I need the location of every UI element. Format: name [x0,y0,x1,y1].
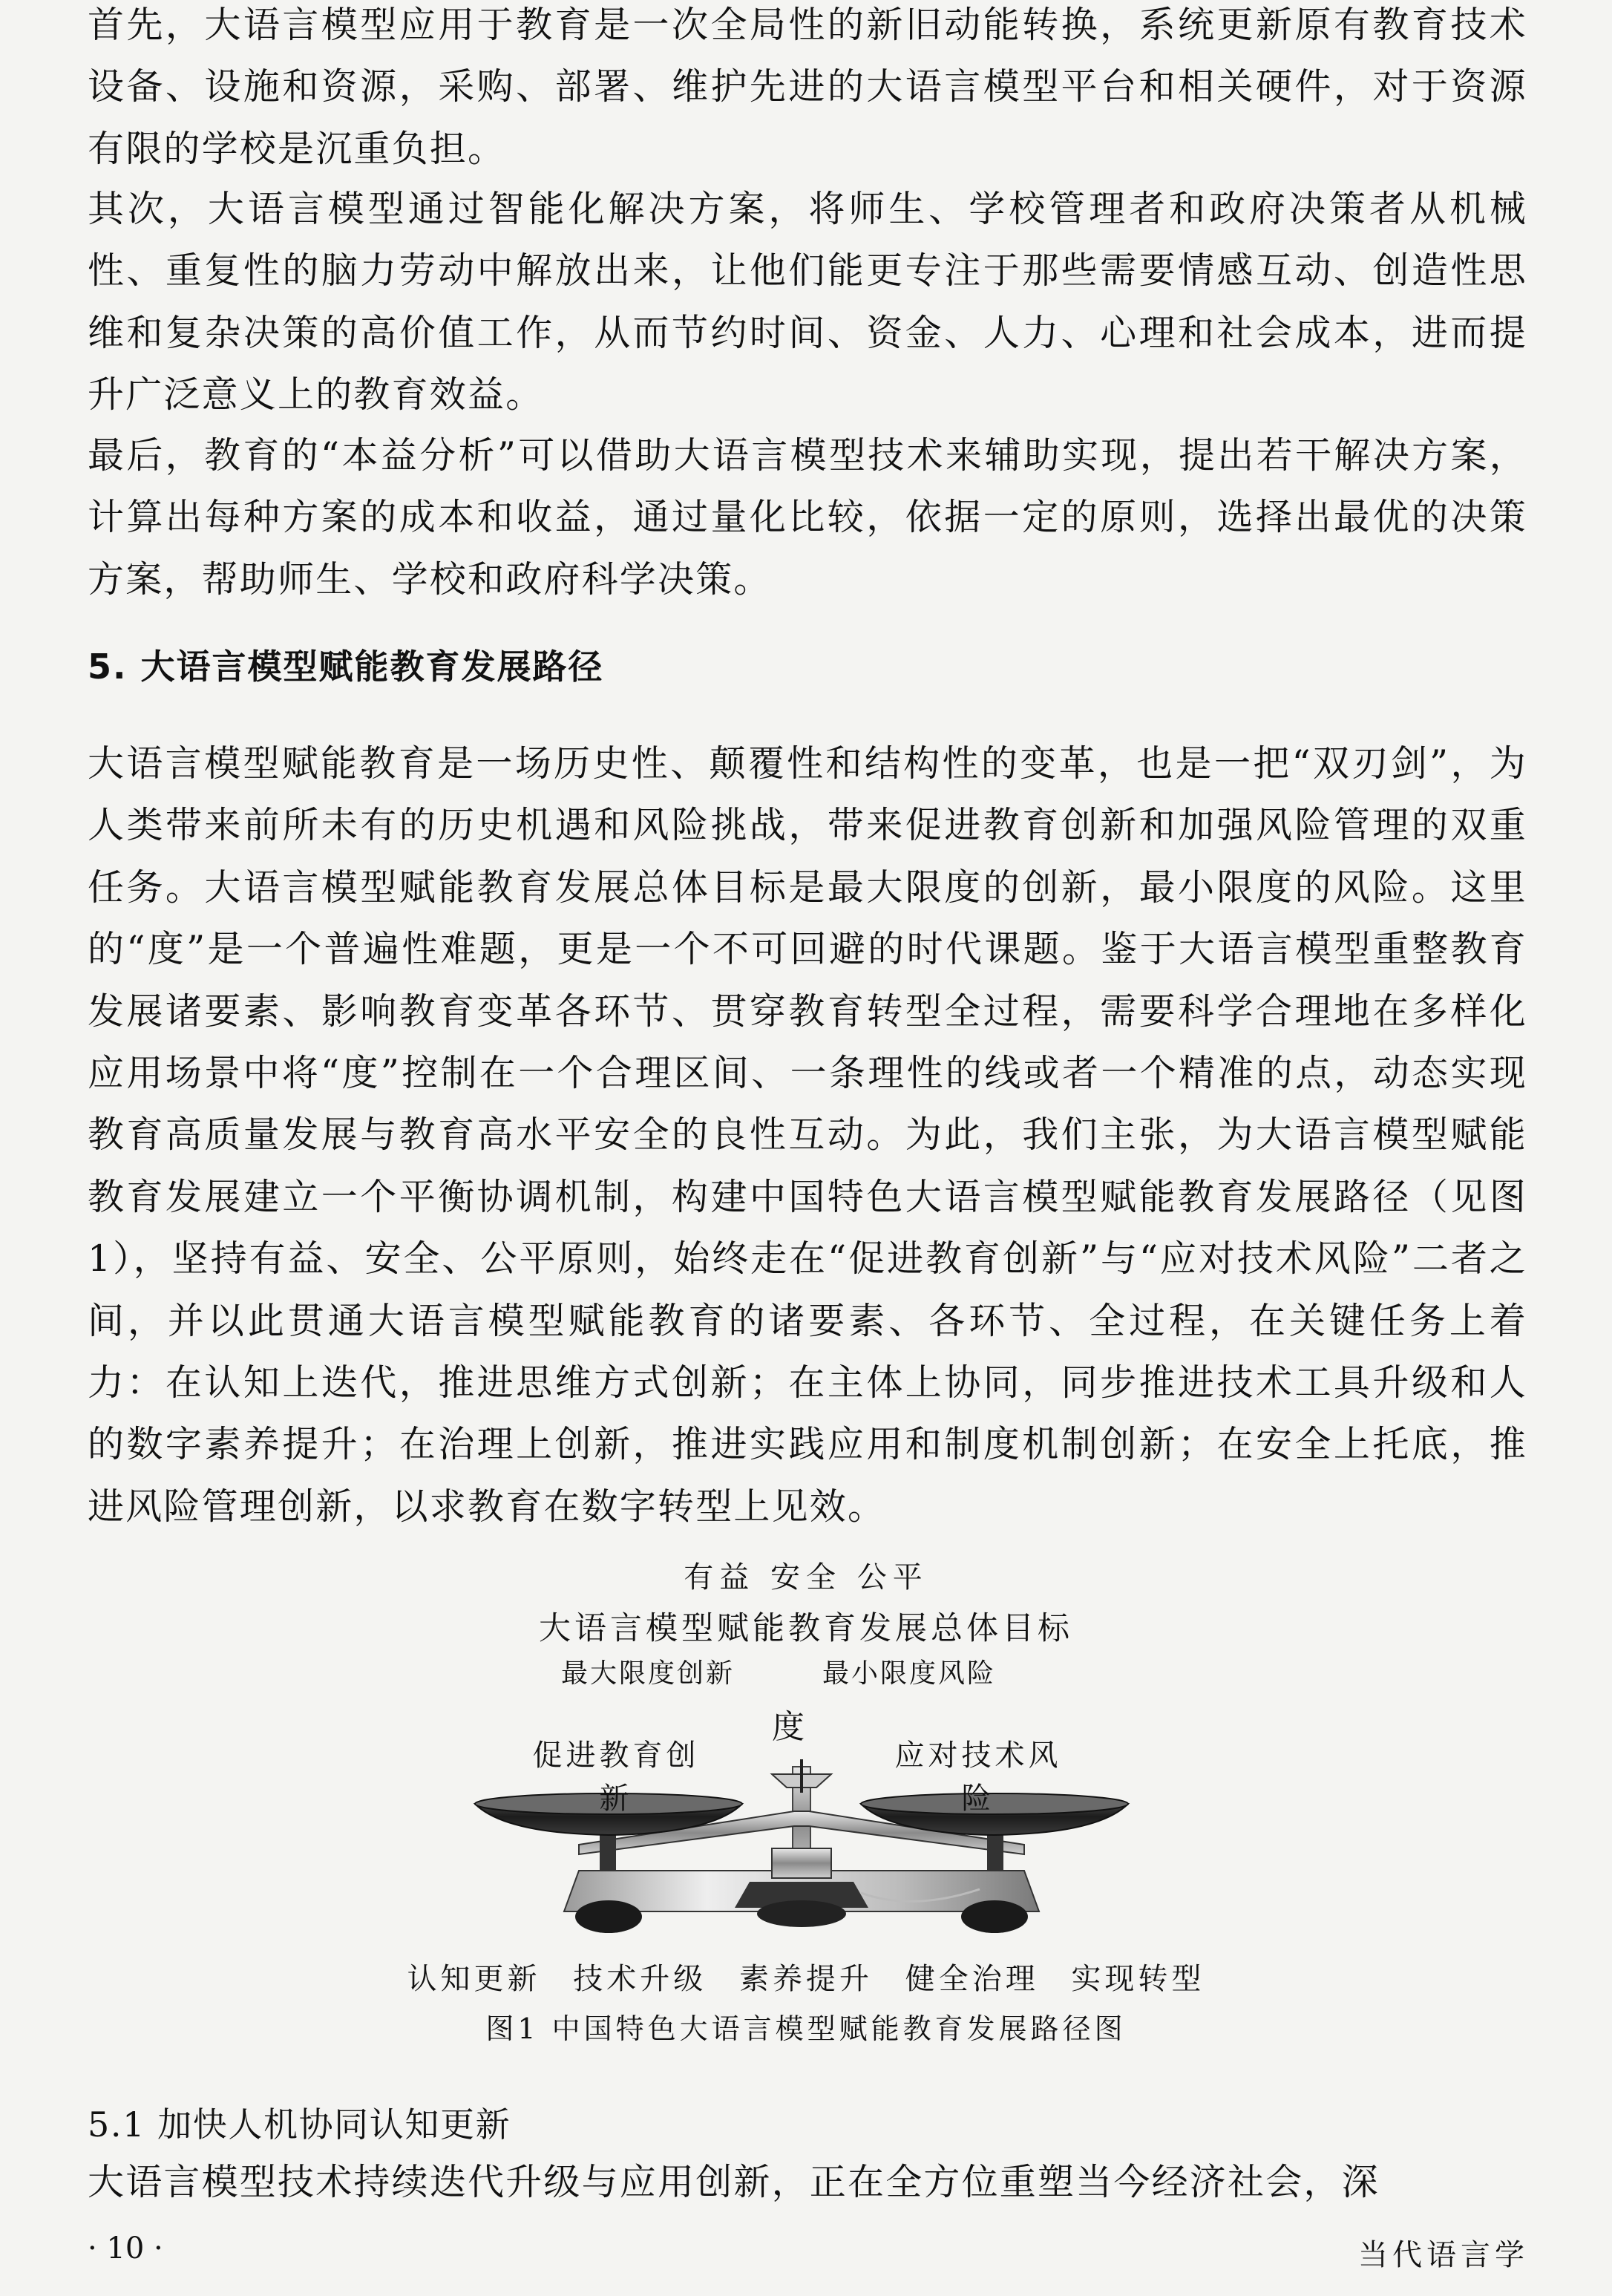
section-heading: 5. 大语言模型赋能教育发展路径 [88,647,604,687]
figure-bottom-items: 认知更新 技术升级 素养提升 健全治理 实现转型 [407,1962,1205,1996]
figure-principles: 有益 安全 公平 [684,1560,928,1595]
paragraph-third: 最后，教育的“本益分析”可以借助大语言模型技术来辅助实现，提出若干解决方案，计算出每种方案的成本和收益，通过量化比较，依据一定的原则，选择出最优的决策方案，帮助师生、学校和政府科学决策。 [88,434,1527,601]
figure-min-risk: 最小限度风险 [822,1658,997,1689]
journal-name: 当代语言学 [1358,2238,1529,2272]
paragraph-section-5: 大语言模型赋能教育是一场历史性、颠覆性和结构性的变革，也是一把“双刃剑”，为人类带来前所未有的历史机遇和风险挑战，带来促进教育创新和加强风险管理的双重任务。大语言模型赋能教育发展总体目标是最大限度的创新，最小限度的风险。这里的“度”是一个普遍性难题，更是一个不可回避的时代课题。鉴于大语言模型重整教育发展诸要素、影响教育变革各环节、贯穿教育转型全过程，需要科学合理地在多样化应用场景中将“度”控制在一个合理区间、一条理性的线或者一个精准的点，动态实现教育高质量发展与教育高水平安全的良性互动。为此，我们主张，为大语言模型赋能教育发展建立一个平衡协调机制，构建中国特色大语言模型赋能教育发展路径（见图1），坚持有益、安全、公平原则，始终走在“促进教育创新”与“应对技术风险”二者之间，并以此贯通大语言模型赋能教育的诸要素、各环节、全过程，在关键任务上着力：在认知上迭代，推进思维方式创新；在主体上协同，同步推进技术工具升级和人的数字素养提升；在治理上创新，推进实践应用和制度机制创新；在安全上托底，推进风险管理创新，以求教育在数字转型上见效。 [88,742,1527,1528]
figure-right-pan-label: 应对技术风险 [894,1739,1062,1816]
figure-caption: 图1 中国特色大语言模型赋能教育发展路径图 [485,2012,1127,2045]
paragraph-second: 其次，大语言模型通过智能化解决方案，将师生、学校管理者和政府决策者从机械性、重复性的脑力劳动中解放出来，让他们能更专注于那些需要情感互动、创造性思维和复杂决策的高价值工作，从而节约时间、资金、人力、心理和社会成本，进而提升广泛意义上的教育效益。 [88,188,1527,416]
subsection-heading: 5.1 加快人机协同认知更新 [88,2104,511,2145]
page-number: · 10 · [88,2231,163,2266]
paragraph-5-1: 大语言模型技术持续迭代升级与应用创新，正在全方位重塑当今经济社会，深 [88,2161,1380,2203]
paragraph-first: 首先，大语言模型应用于教育是一次全局性的新旧动能转换，系统更新原有教育技术设备、设施和资源，采购、部署、维护先进的大语言模型平台和相关硬件，对于资源有限的学校是沉重负担。 [88,4,1527,170]
figure-max-innovation: 最大限度创新 [561,1658,735,1689]
figure-left-pan-label: 促进教育创新 [532,1739,700,1816]
figure-goal: 大语言模型赋能教育发展总体目标 [539,1610,1073,1647]
figure-degree-label: 度 [772,1708,805,1746]
